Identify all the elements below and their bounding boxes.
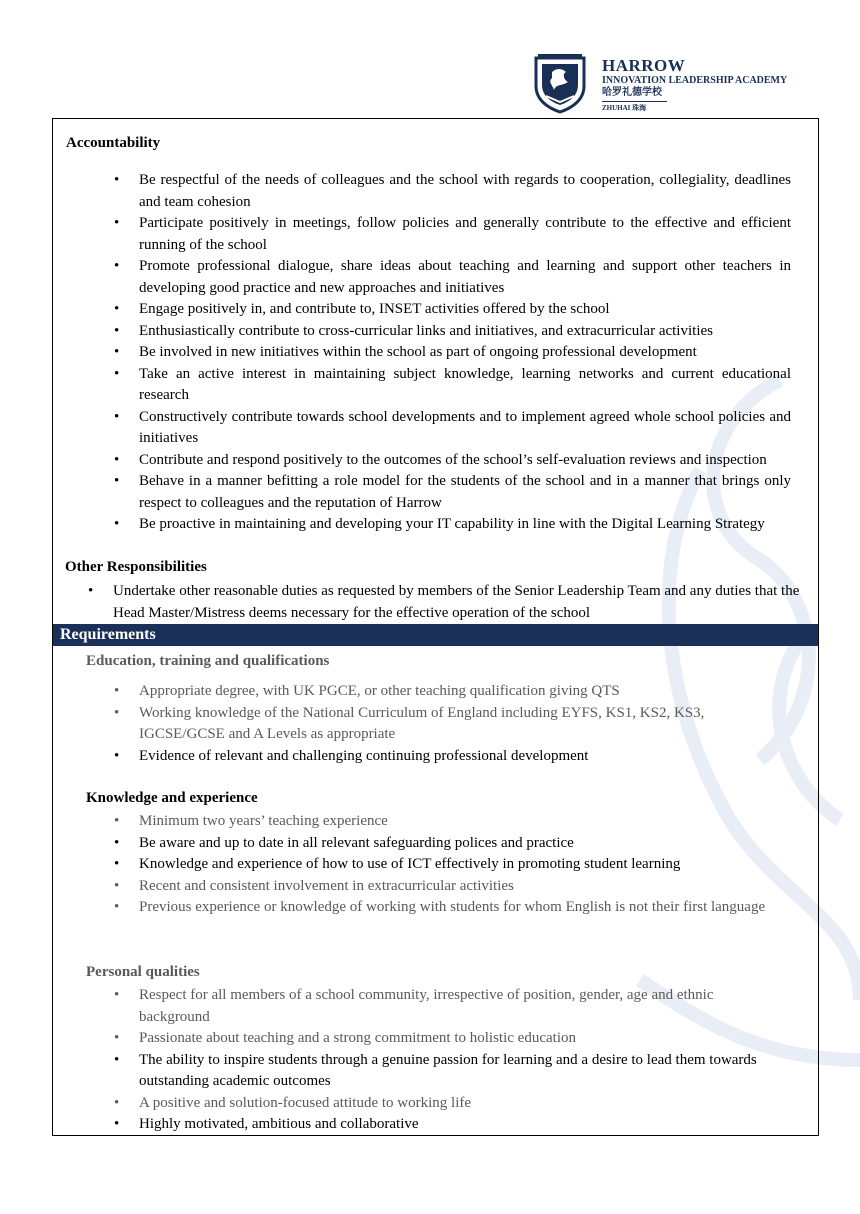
list-item: • Take an active interest in maintaining subject knowledge, learning networks and current educational research [139,364,791,407]
list-item: • Engage positively in, and contribute to, INSET activities offered by the school [139,299,791,321]
job-description-frame [52,118,819,1136]
education-list [139,681,774,767]
list-item: • Undertake other reasonable duties as requested by members of the Senior Leadership Team and any duties that the Head Master/Mistress deems necessary for the effective operation of the school [113,581,813,624]
brand-name: HARROW [602,56,686,75]
list-item: • Knowledge and experience of how to use of ICT effectively in promoting student learning [139,854,774,876]
list-item: • Respect for all members of a school community, irrespective of position, gender, age and ethnic background [139,985,774,1028]
list-item: • Behave in a manner befitting a role model for the students of the school and in a manner that brings only respect to colleagues and the reputation of Harrow [139,471,791,514]
list-item: • Participate positively in meetings, follow policies and generally contribute to the effective and efficient running of the school [139,213,791,256]
other-responsibilities-list [113,581,813,624]
list-item: • Evidence of relevant and challenging continuing professional development [139,746,774,768]
education-title: Education, training and qualifications [86,653,330,669]
brand-subtitle: INNOVATION LEADERSHIP ACADEMY [602,75,788,86]
list-item: • Constructively contribute towards school developments and to implement agreed whole school policies and initiatives [139,407,791,450]
list-item: • Appropriate degree, with UK PGCE, or other teaching qualification giving QTS [139,681,774,703]
other-responsibilities-title: Other Responsibilities [65,559,207,575]
list-item: • A positive and solution-focused attitude to working life [139,1093,774,1115]
list-item: • Contribute and respond positively to the outcomes of the school’s self-evaluation reviews and inspection [139,450,791,472]
brand-chinese-name: 哈罗礼德学校 [602,87,662,98]
list-item: • Passionate about teaching and a strong commitment to holistic education [139,1028,774,1050]
requirements-header: Requirements [53,624,818,646]
personal-qualities-list [139,985,774,1136]
harrow-logo [532,52,812,116]
list-item: • Be involved in new initiatives within the school as part of ongoing professional development [139,342,791,364]
personal-qualities-title: Personal qualities [86,964,200,980]
brand-divider [602,101,667,102]
list-item: • Previous experience or knowledge of working with students for whom English is not their first language [139,897,774,919]
list-item: • Be aware and up to date in all relevant safeguarding polices and practice [139,833,774,855]
list-item: • Working knowledge of the National Curriculum of England including EYFS, KS1, KS2, KS3, IGCSE/GCSE and A Levels as appropriate [139,703,774,746]
harrow-crest-icon [532,52,588,114]
accountability-list [139,170,791,536]
list-item: • Be respectful of the needs of colleagues and the school with regards to cooperation, collegiality, deadlines and team cohesion [139,170,791,213]
list-item: • Recent and consistent involvement in extracurricular activities [139,876,774,898]
list-item: • Highly motivated, ambitious and collaborative [139,1114,774,1136]
knowledge-title: Knowledge and experience [86,790,258,806]
list-item: • Promote professional dialogue, share ideas about teaching and learning and support other teachers in developing good practice and new approaches and initiatives [139,256,791,299]
list-item: • Minimum two years’ teaching experience [139,811,774,833]
list-item: • The ability to inspire students through a genuine passion for learning and a desire to lead them towards outstanding academic outcomes [139,1050,774,1093]
brand-city: ZHUHAI 珠海 [602,104,647,112]
knowledge-list [139,811,774,919]
accountability-title: Accountability [66,135,161,151]
list-item: • Enthusiastically contribute to cross-curricular links and initiatives, and extracurricular activities [139,321,791,343]
list-item: • Be proactive in maintaining and developing your IT capability in line with the Digital Learning Strategy [139,514,791,536]
